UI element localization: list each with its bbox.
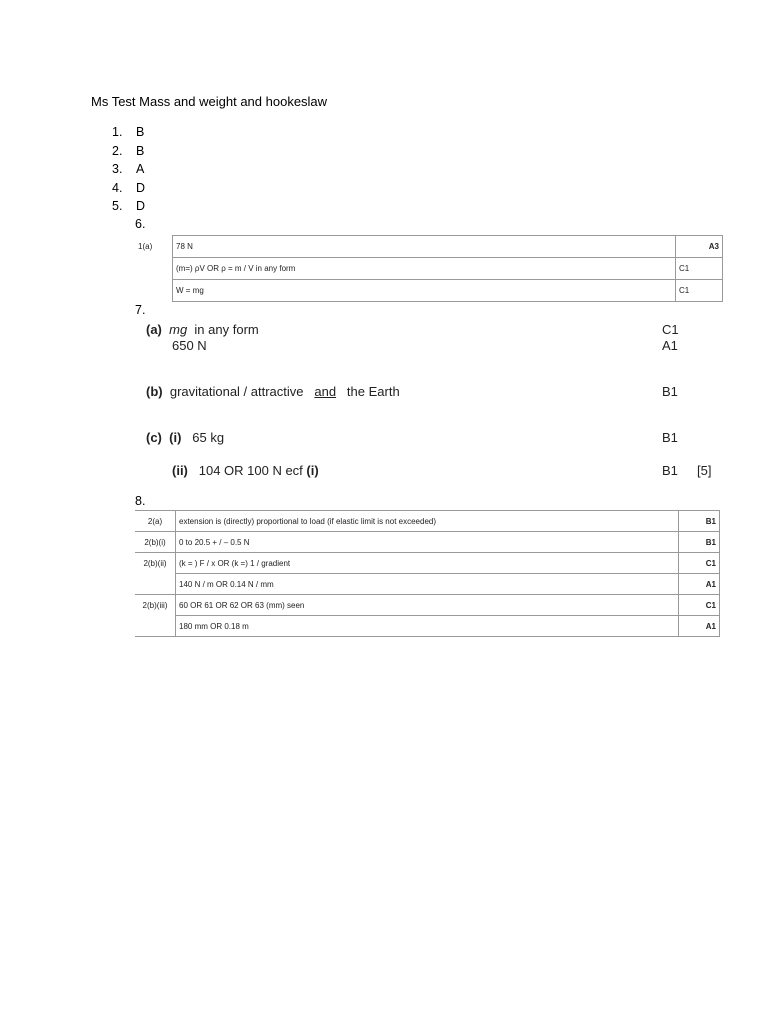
row-label: 2(b)(ii) (135, 553, 176, 574)
list-item (112, 142, 145, 161)
row-label: 1(a) (138, 242, 153, 251)
row-mark: C1 (679, 553, 720, 574)
part-a-text: in any form (194, 322, 259, 337)
question-7-block (146, 320, 726, 490)
row-mark: B1 (679, 511, 720, 532)
row-label (135, 280, 173, 302)
row-label: 2(a) (135, 511, 176, 532)
row-mark: C1 (676, 280, 723, 302)
table-row (135, 574, 720, 595)
question-8-table (135, 510, 720, 637)
part-a-label: (a) (146, 322, 162, 337)
row-mark: B1 (679, 532, 720, 553)
question-7-number: 7. (135, 303, 146, 317)
item-number: 4. (112, 180, 123, 195)
part-c-ii-text: 104 OR 100 N ecf (198, 463, 303, 478)
part-a-mark-2: A1 (662, 338, 678, 353)
row-mark: A1 (679, 574, 720, 595)
part-b-and: and (314, 384, 337, 399)
list-item (112, 123, 145, 142)
part-b-label: (b) (146, 384, 163, 399)
part-a-answer: 650 N (172, 338, 207, 353)
item-answer: A (136, 162, 145, 177)
part-c-i-label: (i) (169, 430, 182, 445)
row-mark: C1 (679, 595, 720, 616)
question-6-number: 6. (135, 217, 146, 231)
table-row (135, 258, 723, 280)
table-row (135, 280, 723, 302)
row-text: 0 to 20.5 + / – 0.5 N (176, 532, 679, 553)
table-row (135, 616, 720, 637)
question-8-number: 8. (135, 494, 146, 508)
row-mark: A1 (679, 616, 720, 637)
row-label: 2(b)(iii) (135, 595, 176, 616)
part-a-formula: mg (169, 322, 188, 337)
question-6-table (135, 235, 723, 302)
part-c-ii-mark: B1 (662, 463, 678, 478)
row-label (135, 258, 173, 280)
part-a-mark-1: C1 (662, 322, 679, 337)
row-mark: C1 (676, 258, 723, 280)
part-c-ii-ref: (i) (306, 463, 319, 478)
row-label: 2(b)(i) (135, 532, 176, 553)
item-number: 1. (112, 125, 123, 139)
row-text: 60 OR 61 OR 62 OR 63 (mm) seen (176, 595, 679, 616)
row-text: 140 N / m OR 0.14 N / mm (176, 574, 679, 595)
item-number: 2. (112, 143, 123, 158)
page-title: Ms Test Mass and weight and hookeslaw (91, 94, 328, 109)
item-number: 3. (112, 162, 123, 177)
row-text: 78 N (173, 236, 676, 258)
list-item (112, 179, 145, 198)
row-text: 180 mm OR 0.18 m (176, 616, 679, 637)
list-item (112, 160, 145, 179)
table-row (135, 595, 720, 616)
row-mark: A3 (676, 236, 723, 258)
item-answer: B (136, 125, 145, 139)
item-answer: D (136, 180, 146, 195)
part-b-text-2: the Earth (346, 384, 400, 399)
item-answer: B (136, 143, 145, 158)
part-c-i-text: 65 kg (192, 430, 225, 445)
list-item (112, 197, 145, 216)
row-text: (k = ) F / x OR (k =) 1 / gradient (176, 553, 679, 574)
row-label (135, 616, 176, 637)
part-c-label: (c) (146, 430, 162, 445)
part-c-ii-label: (ii) (172, 463, 188, 478)
question-7-total: [5] (697, 463, 712, 478)
row-text: W = mg (173, 280, 676, 302)
row-label (135, 574, 176, 595)
table-row (135, 511, 720, 532)
table-row (135, 236, 723, 258)
row-text: extension is (directly) proportional to load (if elastic limit is not exceeded) (176, 511, 679, 532)
part-b-text-1: gravitational / attractive (169, 384, 304, 399)
row-text: (m=) ρV OR ρ = m / V in any form (173, 258, 676, 280)
part-c-i-mark: B1 (662, 430, 678, 445)
item-number: 5. (112, 199, 123, 214)
answer-list (112, 123, 145, 216)
part-b-mark: B1 (662, 384, 678, 399)
table-row (135, 532, 720, 553)
table-row (135, 553, 720, 574)
item-answer: D (136, 199, 146, 214)
